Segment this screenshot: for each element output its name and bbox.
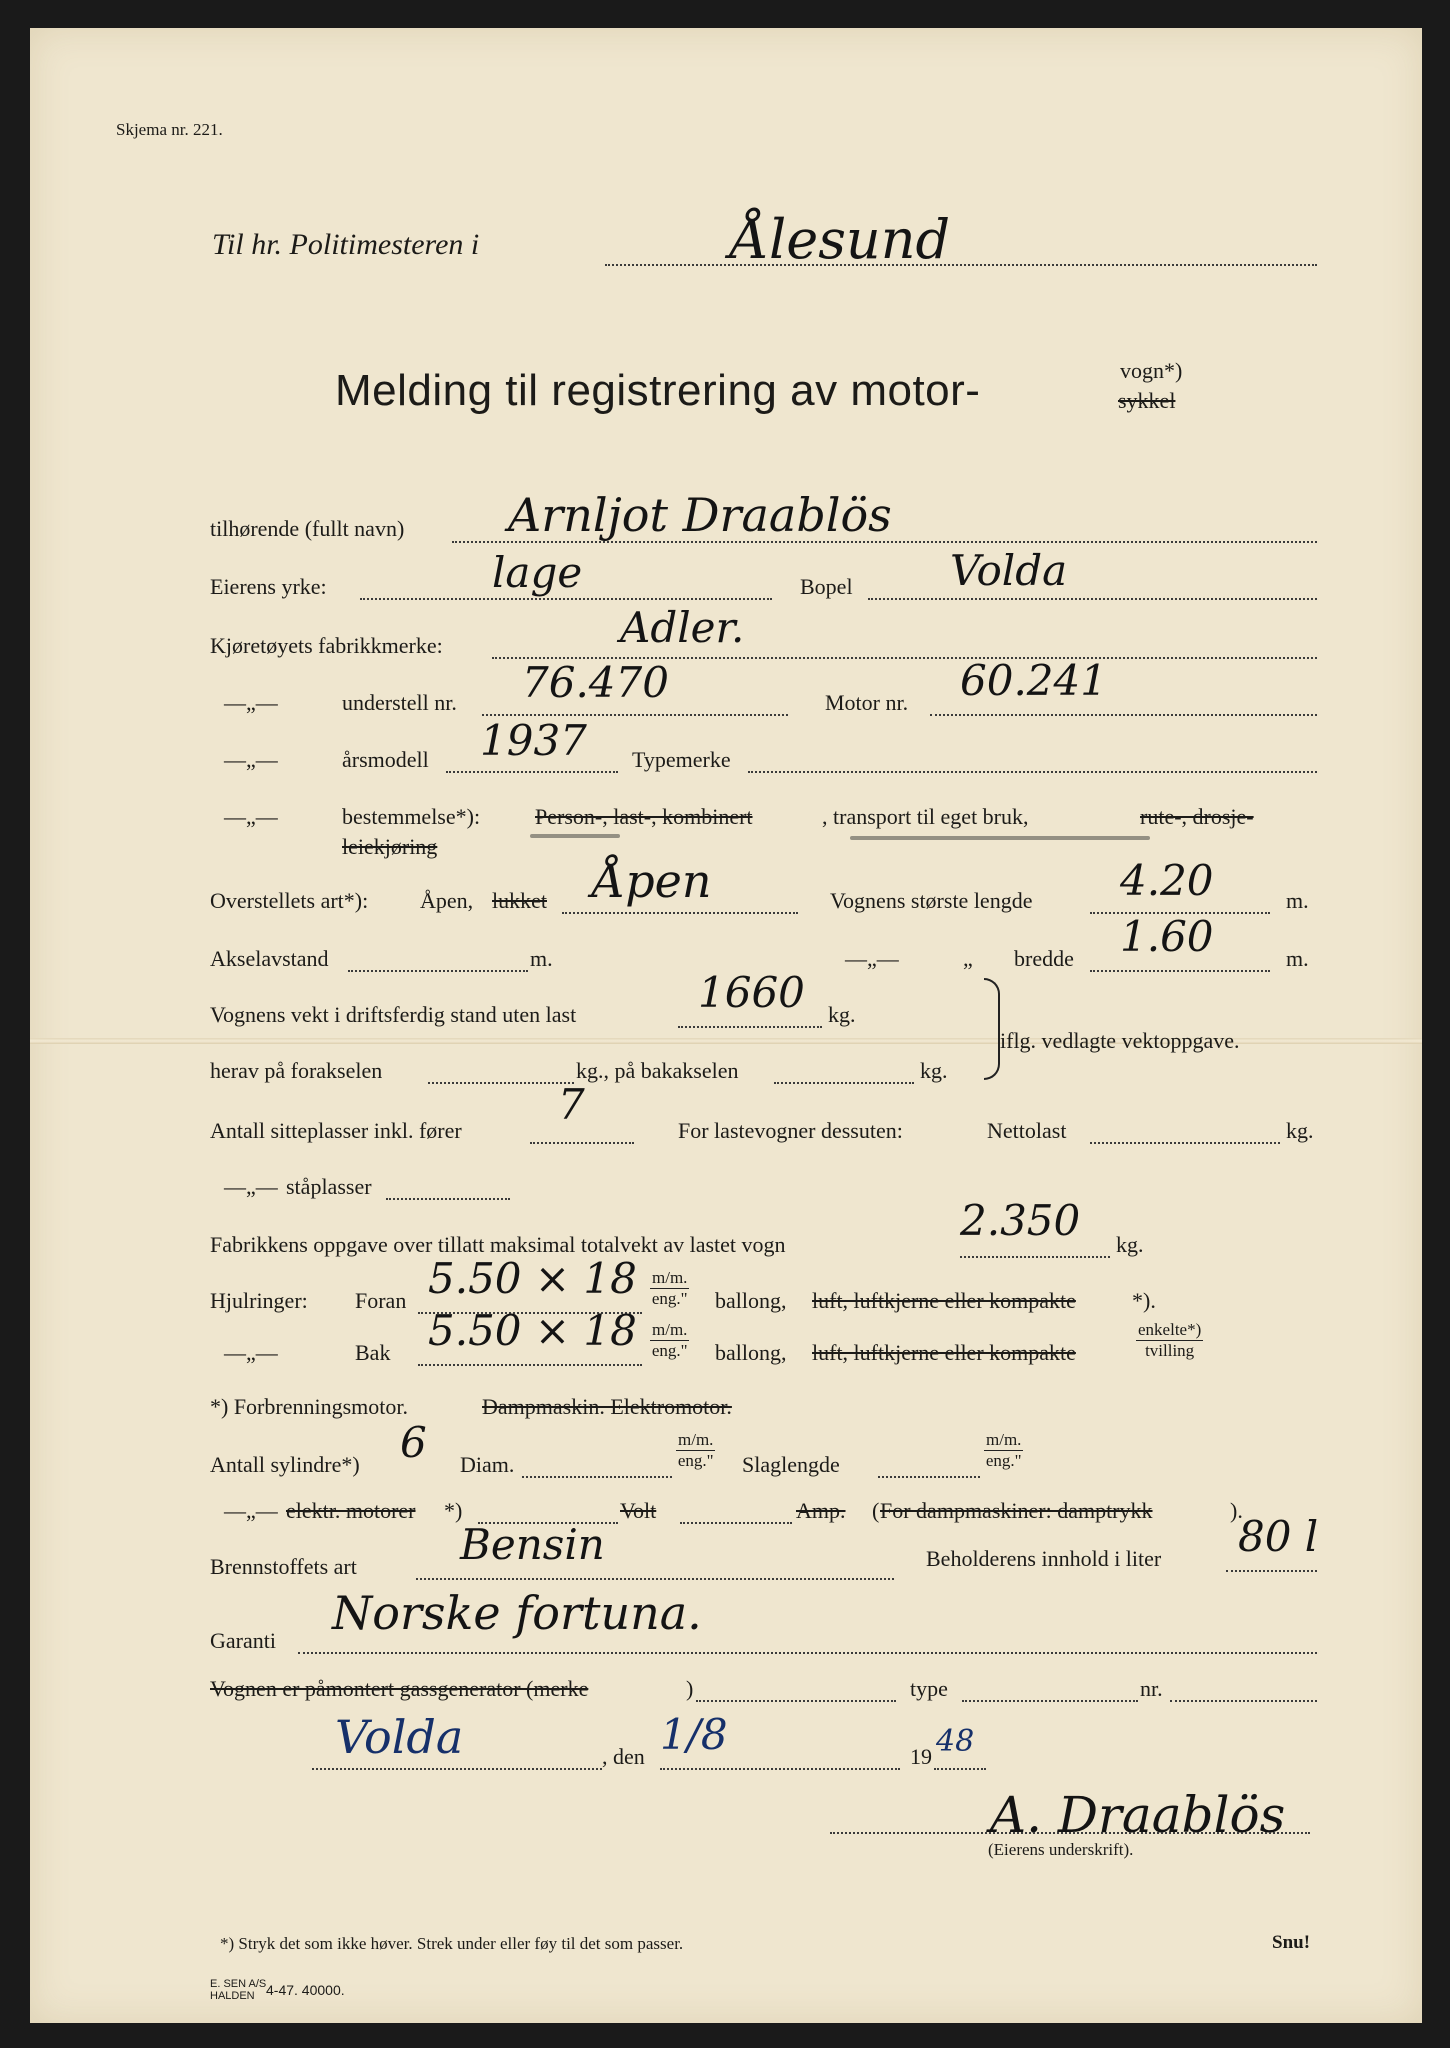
payload-unit: kg. — [1286, 1118, 1314, 1143]
width-label: bredde — [1014, 946, 1074, 971]
width-quote: „ — [963, 946, 973, 971]
motor-no: 60.241 — [960, 656, 1107, 705]
tyres-rear-line — [418, 1364, 642, 1366]
signature-line — [830, 1832, 1310, 1834]
printer-mark — [210, 1978, 266, 2002]
max-weight-unit: kg. — [1116, 1232, 1144, 1257]
tyres-rear-unit — [650, 1320, 689, 1361]
tyres-front-end: *). — [1132, 1288, 1156, 1313]
gas-type-line — [962, 1700, 1138, 1702]
fuel-label: Brennstoffets art — [210, 1554, 357, 1579]
front-axle-line — [428, 1082, 574, 1084]
seats-value: 7 — [558, 1080, 585, 1129]
diam-line — [522, 1476, 672, 1478]
volt-line — [680, 1522, 792, 1524]
diam-label: Diam. — [460, 1452, 515, 1477]
tyres-rear-unit-top: m/m. — [652, 1320, 688, 1339]
form-title: Melding til registrering av motor- — [335, 366, 981, 415]
standing-ditto: —„— — [224, 1174, 278, 1199]
year-prefix: 19 — [910, 1744, 932, 1769]
tank-value: 80 l — [1238, 1512, 1319, 1561]
tyres-front-balloon: ballong, — [715, 1288, 787, 1313]
rear-axle-line — [774, 1082, 914, 1084]
tyres-rear-value: 5.50 × 18 — [428, 1306, 637, 1355]
chassis-no: 76.470 — [522, 658, 669, 707]
year-line — [934, 1768, 986, 1770]
place: Volda — [335, 1710, 464, 1764]
occupation-label: Eierens yrke: — [210, 574, 327, 599]
standing-line — [386, 1198, 510, 1200]
stroke-unit-top: m/m. — [986, 1430, 1022, 1449]
seats-label: Antall sitteplasser inkl. fører — [210, 1118, 462, 1143]
width-line — [1090, 970, 1270, 972]
stroke-label: Slaglengde — [742, 1452, 840, 1477]
purpose-label: bestemmelse*): — [342, 804, 481, 829]
residence: Volda — [950, 546, 1068, 595]
body-value: Åpen — [592, 854, 712, 908]
electric-struck: elektr. motorer — [286, 1498, 416, 1523]
engine-label: *) Forbrenningsmotor. — [210, 1394, 408, 1419]
tyres-label: Hjulringer: — [210, 1288, 308, 1313]
tank-line — [1226, 1570, 1317, 1572]
guarantee-line — [298, 1652, 1317, 1654]
year-line — [446, 771, 618, 773]
length-unit: m. — [1286, 888, 1309, 913]
motor-line — [930, 714, 1317, 716]
date: 1/8 — [660, 1710, 728, 1759]
standing-label: ståplasser — [286, 1174, 372, 1199]
tyres-rear-choice — [1136, 1320, 1203, 1361]
stroke-unit — [984, 1430, 1023, 1471]
width-unit: m. — [1286, 946, 1309, 971]
steam-close: ). — [1230, 1498, 1243, 1523]
fuel-value: Bensin — [460, 1520, 605, 1569]
tyres-front-unit-bottom: eng." — [651, 1289, 688, 1308]
addressee-city: Ålesund — [730, 208, 951, 271]
width: 1.60 — [1120, 912, 1214, 961]
residence-label: Bopel — [800, 574, 853, 599]
front-axle-label: herav på forakselen — [210, 1058, 383, 1083]
diam-unit-bottom: eng." — [677, 1451, 714, 1470]
chassis-ditto: —„— — [224, 690, 278, 715]
title-option-vogn: vogn*) — [1120, 358, 1183, 383]
tyres-front-unit — [650, 1268, 689, 1309]
rear-axle-unit: kg. — [920, 1058, 948, 1083]
make-label: Kjøretøyets fabrikkmerke: — [210, 633, 443, 658]
gas-nr-label: nr. — [1140, 1676, 1163, 1701]
weight-label: Vognens vekt i driftsferdig stand uten last — [210, 1002, 577, 1027]
body-line — [562, 912, 798, 914]
printer-line-1: E. SEN A/S — [210, 1978, 267, 1990]
wheelbase-unit: m. — [530, 946, 553, 971]
tyres-front-value: 5.50 × 18 — [428, 1254, 637, 1303]
amp-label: Amp. — [796, 1498, 846, 1523]
electric-suffix: *) — [444, 1498, 463, 1523]
tyres-twin: tvilling — [1145, 1341, 1195, 1360]
gas-suffix: ) — [686, 1676, 694, 1701]
seats-line — [530, 1142, 634, 1144]
weight-bracket — [984, 978, 1000, 1080]
length-label: Vognens største lengde — [830, 888, 1033, 913]
body-open: Åpen, — [420, 888, 474, 913]
occupation: lage — [492, 548, 583, 597]
weight-value: 1660 — [698, 968, 805, 1017]
year: 1937 — [480, 716, 587, 765]
form-number: Skjema nr. 221. — [116, 120, 223, 139]
owner-name-label: tilhørende (fullt navn) — [210, 516, 405, 541]
cylinders-label: Antall sylindre*) — [210, 1452, 360, 1477]
owner-signature: A. Draablös — [990, 1786, 1286, 1844]
date-den: , den — [602, 1744, 645, 1769]
steam-struck: For dampmaskiner: damptrykk — [880, 1498, 1153, 1523]
wheelbase-line — [348, 970, 528, 972]
max-weight-label: Fabrikkens oppgave over tillatt maksimal totalvekt av lastet vogn — [210, 1232, 786, 1257]
tyres-rear-balloon: ballong, — [715, 1340, 787, 1365]
year-suffix: 48 — [936, 1724, 975, 1759]
tyres-rear-label: Bak — [355, 1340, 391, 1365]
tyres-rear-ditto: —„— — [224, 1340, 278, 1365]
occupation-line — [360, 598, 772, 600]
gas-type-label: type — [910, 1676, 948, 1701]
gas-nr-line — [1170, 1700, 1317, 1702]
motor-label: Motor nr. — [825, 690, 909, 715]
electric-ditto: —„— — [224, 1498, 278, 1523]
year-label: årsmodell — [342, 747, 429, 772]
signature-label: (Eierens underskrift). — [988, 1840, 1134, 1859]
tyres-front-struck: luft, luftkjerne eller kompakte — [812, 1288, 1076, 1313]
body-closed: lukket — [492, 888, 547, 913]
max-weight-line — [960, 1256, 1110, 1258]
engine-struck: Dampmaskin. Elektromotor. — [482, 1394, 732, 1419]
purpose-underline-mark-2 — [850, 836, 1150, 840]
weight-note: iflg. vedlagte vektoppgave. — [1000, 1028, 1240, 1053]
cylinders: 6 — [400, 1418, 427, 1467]
purpose-kept: , transport til eget bruk, — [822, 804, 1029, 829]
stroke-unit-bottom: eng." — [985, 1451, 1022, 1470]
payload-line — [1090, 1142, 1280, 1144]
tank-label: Beholderens innhold i liter — [926, 1546, 1162, 1571]
purpose-struck-1: Person-, last-, kombinert — [535, 804, 753, 829]
residence-line — [868, 598, 1317, 600]
owner-name: Arnljot Draablös — [508, 488, 892, 542]
length: 4.20 — [1120, 856, 1214, 905]
diam-unit — [676, 1430, 715, 1471]
purpose-struck-2: rute-, drosje- — [1140, 804, 1254, 829]
gas-struck: Vognen er påmontert gassgenerator (merke — [210, 1676, 589, 1701]
date-line — [660, 1768, 900, 1770]
type-line — [748, 771, 1317, 773]
printer-code: 4-47. 40000. — [266, 1982, 345, 1998]
rear-axle-label: kg., på bakakselen — [576, 1058, 739, 1083]
diam-unit-top: m/m. — [678, 1430, 714, 1449]
purpose-underline-mark — [530, 834, 620, 838]
printer-line-2: HALDEN — [210, 1990, 255, 2002]
wheelbase-label: Akselavstand — [210, 946, 329, 971]
make: Adler. — [620, 603, 745, 652]
weight-unit: kg. — [828, 1002, 856, 1027]
body-label: Overstellets art*): — [210, 888, 369, 913]
tyres-rear-unit-bottom: eng." — [651, 1341, 688, 1360]
tyres-rear-struck: luft, luftkjerne eller kompakte — [812, 1340, 1076, 1365]
lorry-label: For lastevogner dessuten: — [678, 1118, 903, 1143]
guarantee-label: Garanti — [210, 1628, 276, 1653]
purpose-ditto: —„— — [224, 804, 278, 829]
payload-label: Nettolast — [987, 1118, 1067, 1143]
addressee-label: Til hr. Politimesteren i — [212, 228, 480, 261]
title-option-sykkel: sykkel — [1118, 388, 1176, 413]
year-ditto: —„— — [224, 747, 278, 772]
guarantee-value: Norske fortuna. — [332, 1586, 702, 1640]
addressee-line — [605, 264, 1317, 266]
form-sheet — [30, 28, 1422, 2023]
max-weight-value: 2.350 — [960, 1196, 1081, 1245]
tyres-front-label: Foran — [355, 1288, 407, 1313]
place-line — [312, 1768, 602, 1770]
steam-open: ( — [872, 1498, 880, 1523]
footnote: *) Stryk det som ikke høver. Strek under eller føy til det som passer. — [220, 1934, 684, 1953]
chassis-label: understell nr. — [342, 690, 457, 715]
gas-line — [696, 1700, 896, 1702]
tyres-single: enkelte*) — [1138, 1320, 1202, 1339]
tyres-front-unit-top: m/m. — [652, 1268, 688, 1287]
width-ditto: —„— — [845, 946, 899, 971]
stroke-line — [878, 1476, 980, 1478]
volt-label: Volt — [620, 1498, 657, 1523]
type-label: Typemerke — [632, 747, 731, 772]
fuel-line — [416, 1578, 894, 1580]
weight-line — [678, 1026, 822, 1028]
purpose-struck-3: leiekjøring — [342, 834, 438, 859]
snu-label: Snu! — [1272, 1932, 1311, 1953]
